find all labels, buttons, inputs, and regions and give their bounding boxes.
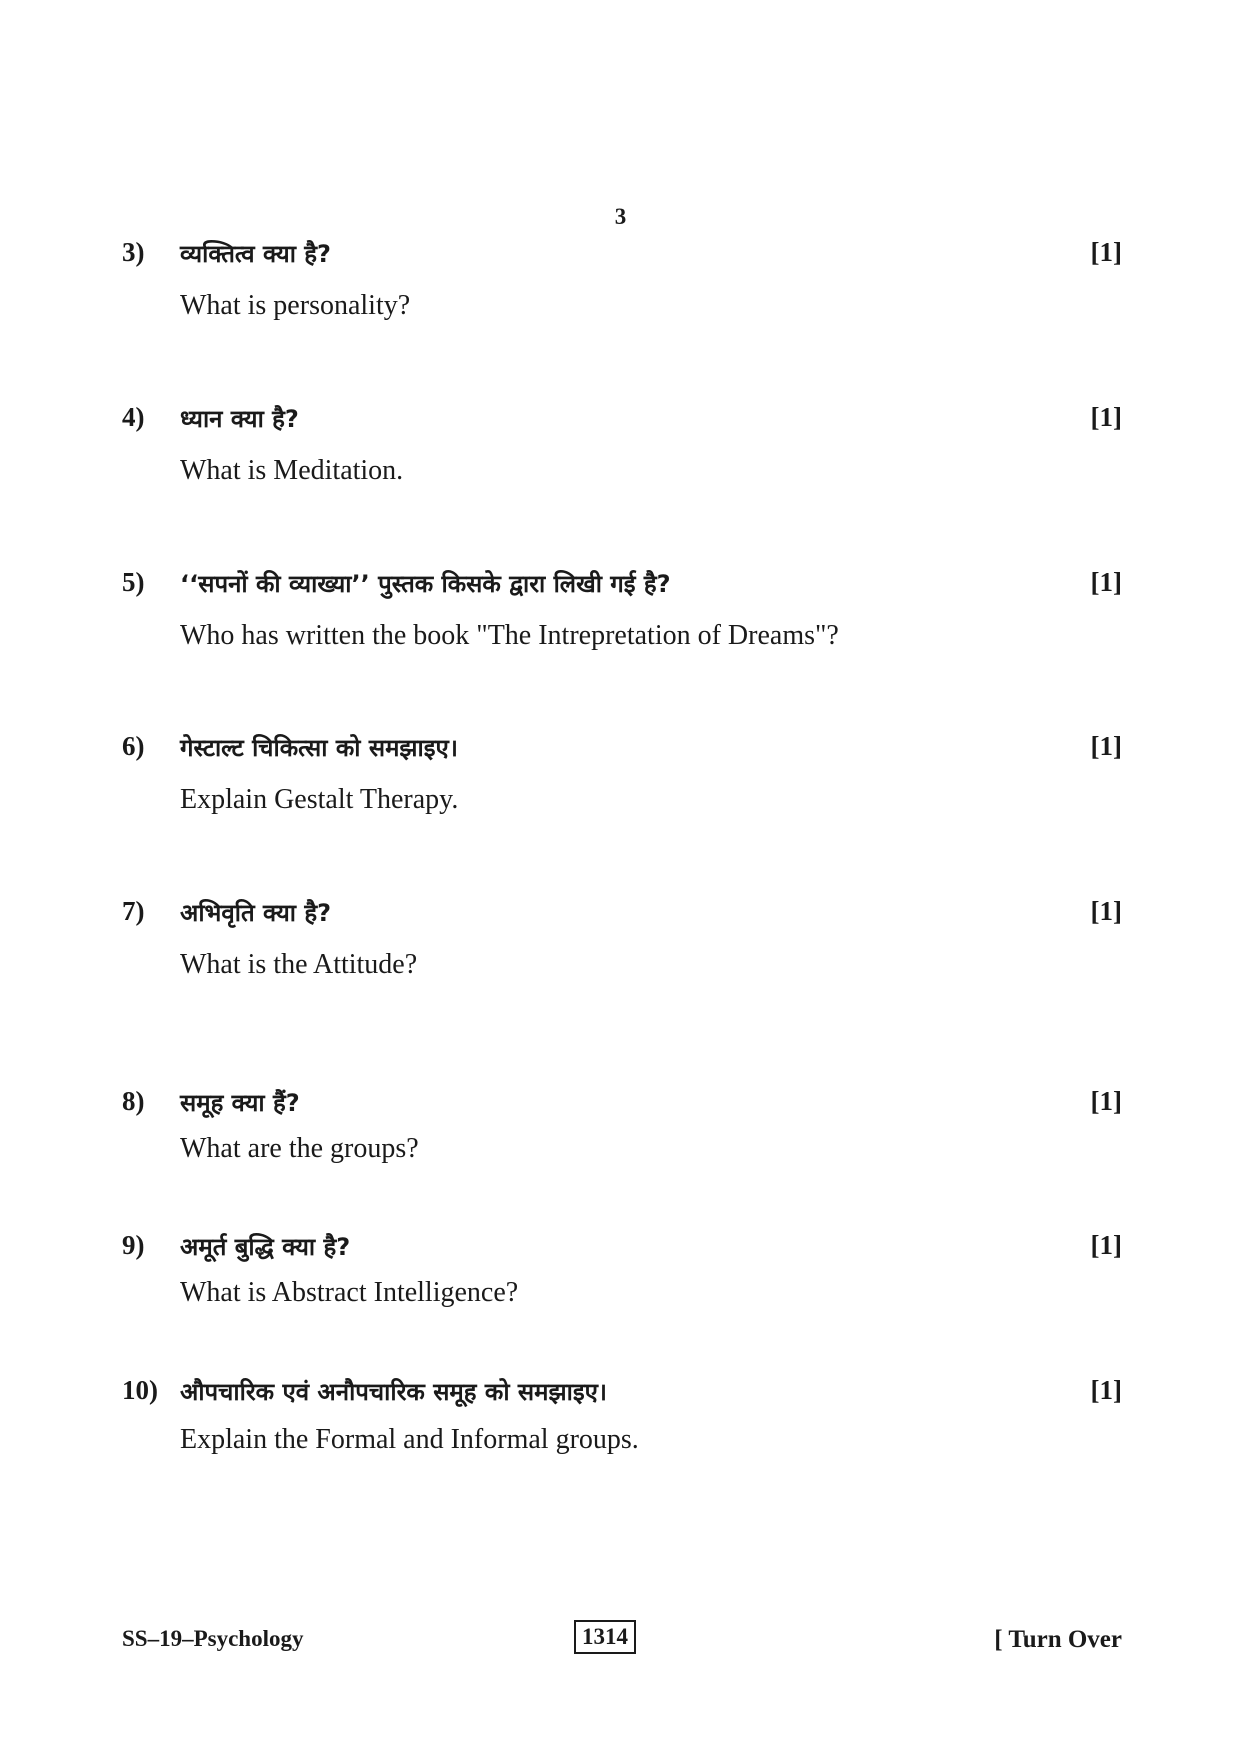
question-number: 7)	[122, 896, 145, 926]
question-text-english: What is personality?	[180, 290, 411, 321]
question-text-hindi: ध्यान क्या है?	[180, 405, 299, 433]
question-marks: [1]	[1090, 237, 1122, 267]
question-number: 6)	[122, 731, 145, 761]
question-text-english: What is the Attitude?	[180, 949, 418, 980]
question-marks: [1]	[1090, 896, 1122, 926]
question-number: 3)	[122, 237, 145, 267]
paper-code: SS–19–Psychology	[122, 1626, 304, 1651]
question-marks: [1]	[1090, 731, 1122, 761]
question-text-english: What is Abstract Intelligence?	[180, 1277, 519, 1308]
question-text-hindi: ‘‘सपनों की व्याख्या’’ पुस्तक किसके द्वारा लिखी गई है?	[180, 570, 671, 598]
question-marks: [1]	[1090, 402, 1122, 432]
question-marks: [1]	[1090, 567, 1122, 597]
question-text-english: What are the groups?	[180, 1133, 419, 1164]
page-code-box: 1314	[574, 1620, 636, 1654]
question-text-hindi: गेस्टाल्ट चिकित्सा को समझाइए।	[180, 734, 458, 762]
question-number: 4)	[122, 402, 145, 432]
question-number: 10)	[122, 1375, 158, 1405]
question-text-english: Explain Gestalt Therapy.	[180, 784, 459, 815]
question-text-hindi: औपचारिक एवं अनौपचारिक समूह को समझाइए।	[180, 1378, 607, 1406]
question-marks: [1]	[1090, 1375, 1122, 1405]
question-text-hindi: व्यक्तित्व क्या है?	[180, 240, 331, 268]
question-number: 8)	[122, 1086, 145, 1116]
question-text-english: Explain the Formal and Informal groups.	[180, 1424, 639, 1455]
question-marks: [1]	[1090, 1086, 1122, 1116]
question-text-english: Who has written the book "The Intrepretation of Dreams"?	[180, 620, 839, 651]
question-text-hindi: समूह क्या हैं?	[180, 1089, 300, 1117]
question-number: 5)	[122, 567, 145, 597]
question-text-hindi: अभिवृति क्या है?	[180, 899, 332, 927]
page-footer	[122, 1620, 1122, 1660]
turn-over-label: [ Turn Over	[994, 1626, 1122, 1653]
question-text-english: What is Meditation.	[180, 455, 404, 486]
question-number: 9)	[122, 1230, 145, 1260]
question-text-hindi: अमूर्त बुद्धि क्या है?	[180, 1233, 351, 1261]
page-number: 3	[614, 204, 627, 229]
question-marks: [1]	[1090, 1230, 1122, 1260]
